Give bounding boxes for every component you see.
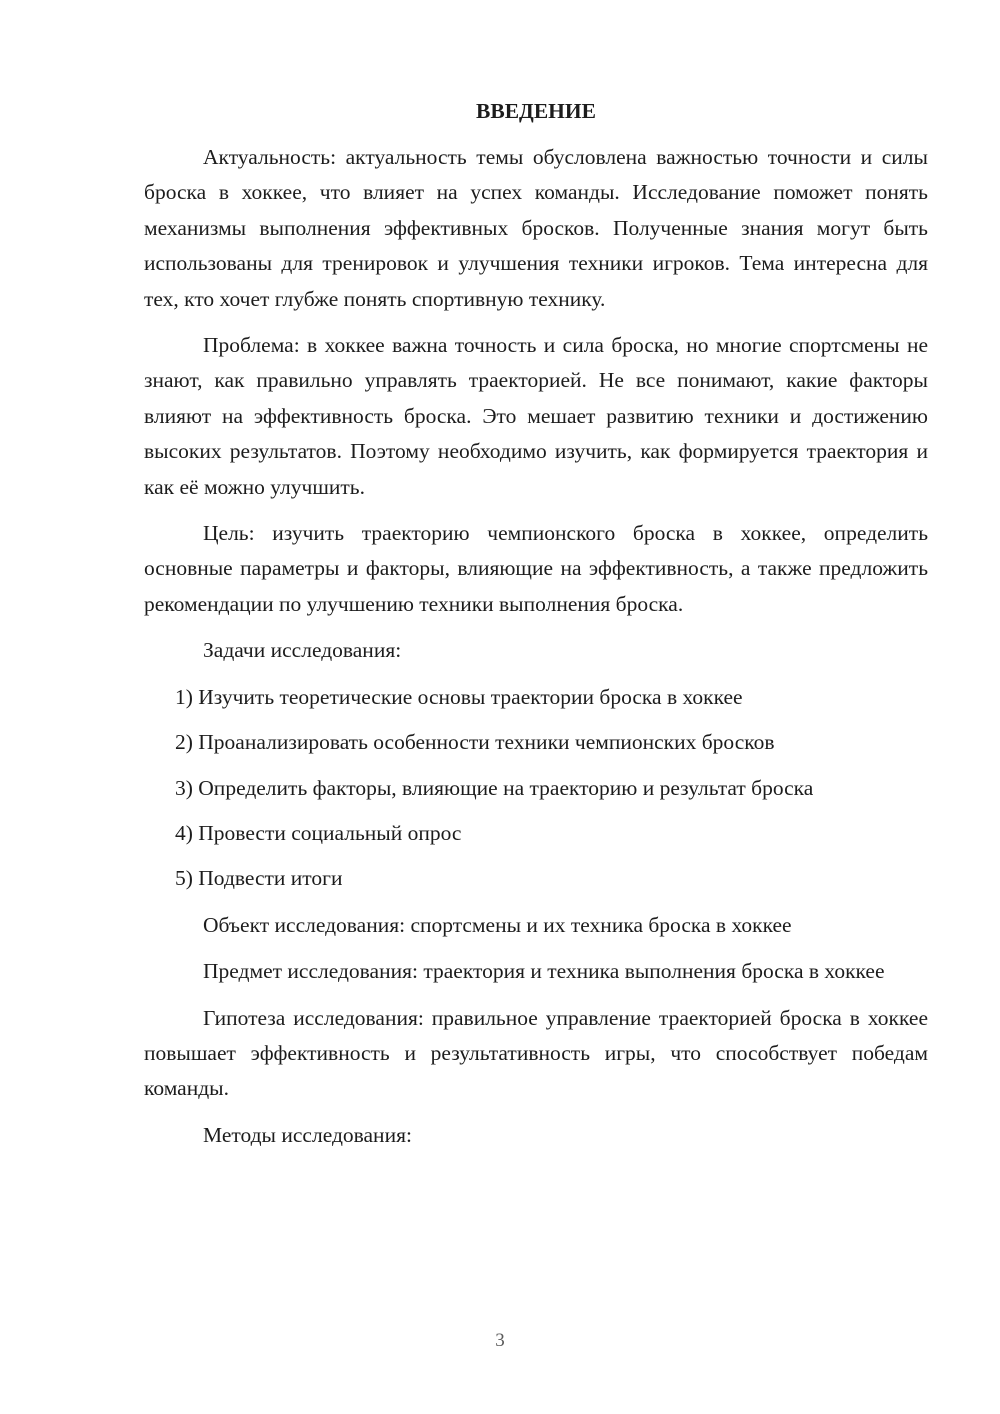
tasks-list	[144, 680, 928, 897]
paragraph-relevance: Актуальность: актуальность темы обусловлена важностью точности и силы броска в хоккее, что влияет на успех команды. Исследование поможет понять механизмы выполнения эффективных бросков. Полученные знания могут быть использованы для тренировок и улучшения техники игроков. Тема интересна для тех, кто хочет глубже понять спортивную технику.	[144, 145, 928, 311]
list-item: 4) Провести социальный опрос	[175, 820, 462, 845]
paragraph-subject: Предмет исследования: траектория и техника выполнения броска в хоккее	[203, 959, 885, 984]
tasks-heading: Задачи исследования:	[203, 638, 402, 663]
paragraph-goal: Цель: изучить траекторию чемпионского броска в хоккее, определить основные параметры и факторы, влияющие на эффективность, а также предложить рекомендации по улучшению техники выполнения броска.	[144, 521, 928, 616]
paragraph-hypothesis: Гипотеза исследования: правильное управление траекторией броска в хоккее повышает эффективность и результативность игры, что способствует победам команды.	[144, 1005, 928, 1101]
list-item: 5) Подвести итоги	[175, 866, 343, 891]
page-content	[144, 94, 928, 1164]
page-number: 3	[495, 1330, 505, 1351]
list-item: 3) Определить факторы, влияющие на траекторию и результат броска	[175, 775, 814, 800]
list-item: 2) Проанализировать особенности техники чемпионских бросков	[175, 730, 775, 755]
paragraph-object: Объект исследования: спортсмены и их техника броска в хоккее	[203, 912, 792, 937]
list-item: 1) Изучить теоретические основы траектории броска в хоккее	[175, 684, 743, 709]
page-title: ВВЕДЕНИЕ	[476, 99, 596, 123]
methods-heading: Методы исследования:	[203, 1122, 412, 1147]
paragraph-problem: Проблема: в хоккее важна точность и сила броска, но многие спортсмены не знают, как правильно управлять траекторией. Не все понимают, какие факторы влияют на эффективность броска. Это мешает развитию техники и достижению высоких результатов. Поэтому необходимо изучить, как формируется траектория и как её можно улучшить.	[144, 333, 928, 499]
